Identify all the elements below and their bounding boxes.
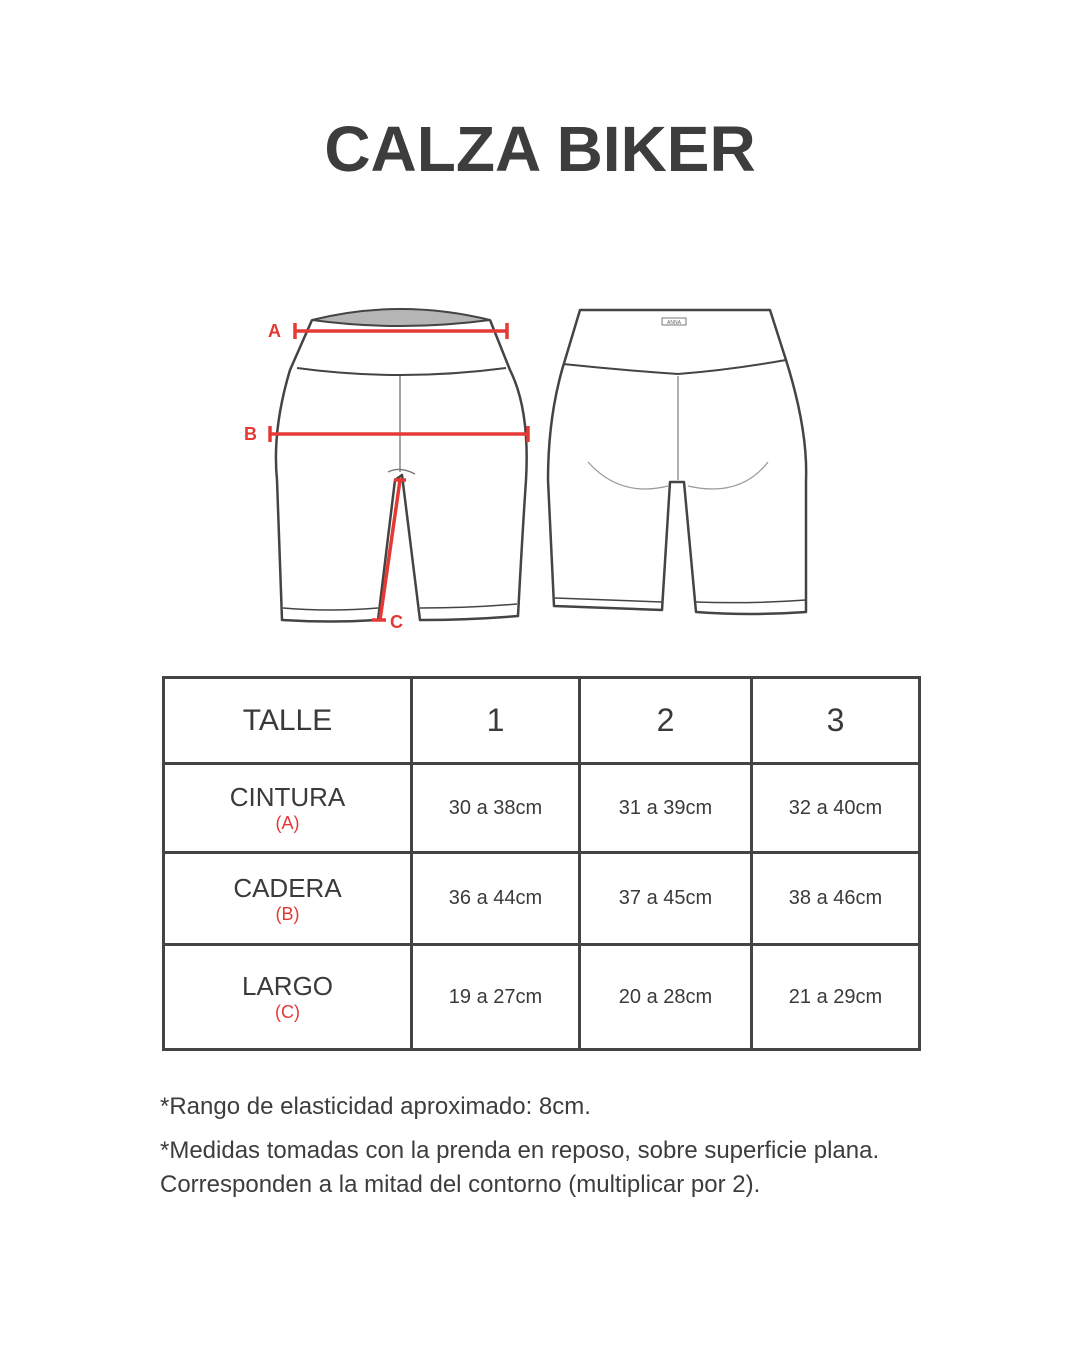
row-key-a: (A) bbox=[275, 813, 300, 833]
elasticity-note: *Rango de elasticidad aproximado: 8cm. bbox=[160, 1093, 591, 1120]
value-cell: 21 a 29cm bbox=[752, 945, 920, 1050]
measure-label-a: A bbox=[268, 321, 281, 341]
measure-label-b: B bbox=[244, 424, 257, 444]
header-talle: TALLE bbox=[164, 678, 412, 764]
value-cell: 19 a 27cm bbox=[412, 945, 580, 1050]
value-cell: 20 a 28cm bbox=[580, 945, 752, 1050]
row-name-largo: LARGO bbox=[241, 971, 334, 1001]
value-cell: 31 a 39cm bbox=[580, 764, 752, 853]
value-cell: 36 a 44cm bbox=[412, 853, 580, 945]
table-row-cintura bbox=[164, 764, 920, 853]
row-name-cintura: CINTURA bbox=[229, 782, 346, 812]
table-row-largo bbox=[164, 945, 920, 1050]
header-size-3: 3 bbox=[752, 678, 920, 764]
header-size-2: 2 bbox=[580, 678, 752, 764]
value-cell: 32 a 40cm bbox=[752, 764, 920, 853]
row-key-b: (B) bbox=[275, 903, 300, 924]
page-title: CALZA BIKER bbox=[324, 113, 756, 185]
value-cell: 38 a 46cm bbox=[752, 853, 920, 945]
measurement-lines bbox=[270, 323, 528, 620]
row-label-cell bbox=[164, 853, 412, 945]
table-header-row bbox=[164, 678, 920, 764]
measure-label-c: C bbox=[390, 612, 403, 632]
row-key-c: (C) bbox=[275, 1002, 300, 1022]
front-view-drawing bbox=[276, 309, 527, 622]
row-label-cell bbox=[164, 764, 412, 853]
size-chart-table bbox=[162, 676, 921, 1051]
back-tag-label: ANNA bbox=[667, 320, 681, 326]
garment-illustration bbox=[0, 290, 1080, 640]
value-cell: 37 a 45cm bbox=[580, 853, 752, 945]
value-cell: 30 a 38cm bbox=[412, 764, 580, 853]
row-name-cadera: CADERA bbox=[233, 872, 342, 903]
back-view-drawing bbox=[548, 310, 806, 614]
row-label-cell bbox=[164, 945, 412, 1050]
table-row-cadera bbox=[164, 853, 920, 945]
measurement-note: *Medidas tomadas con la prenda en reposo, sobre superficie plana. Corresponden a la mitad del contorno (multiplicar por 2). bbox=[160, 1137, 880, 1198]
header-size-1: 1 bbox=[412, 678, 580, 764]
